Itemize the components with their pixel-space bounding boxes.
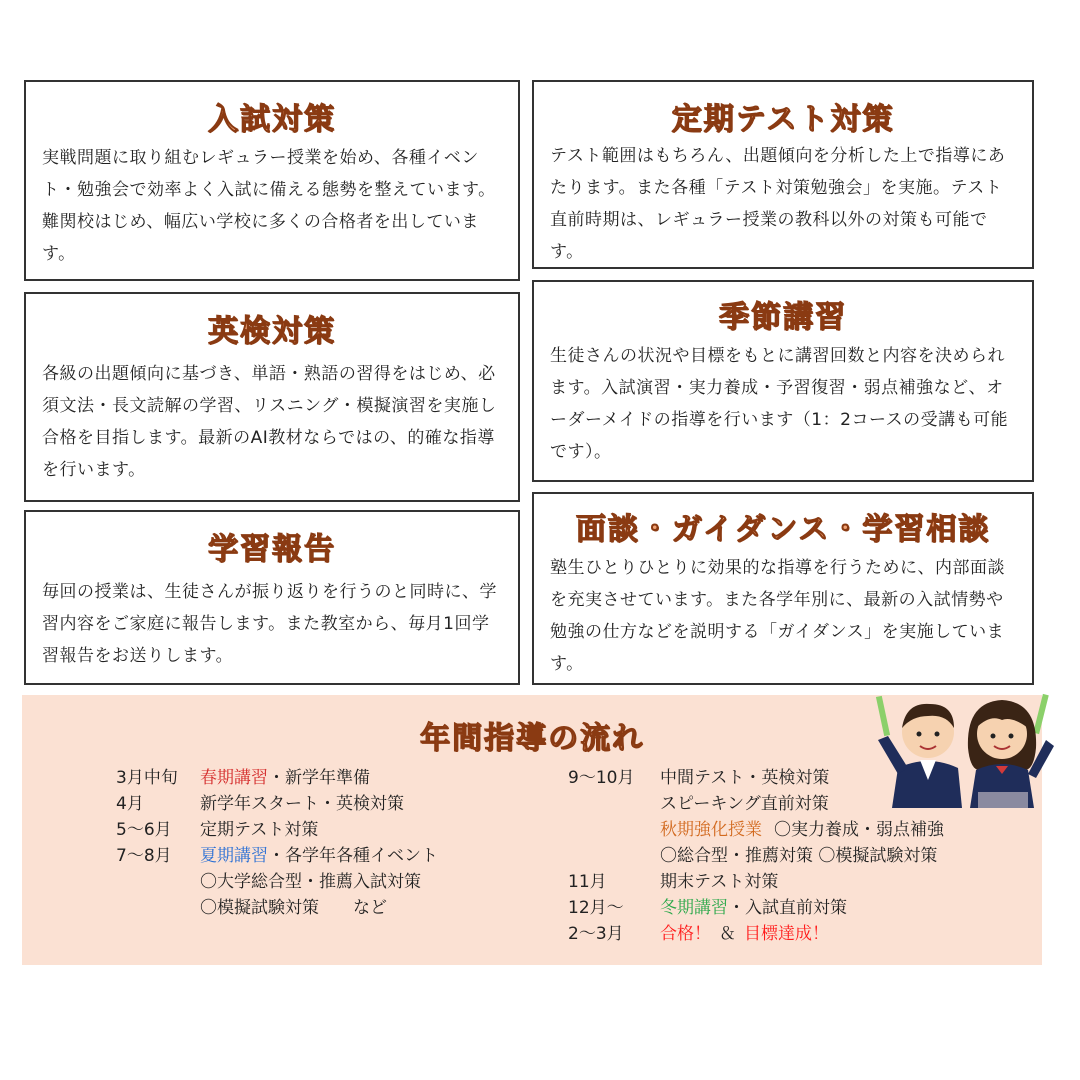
schedule-text: 新学年スタート・英検対策 [200, 794, 404, 814]
girl-icon [968, 694, 1054, 808]
schedule-month: 12月～ [568, 898, 624, 918]
schedule-row [116, 817, 438, 843]
schedule-title: 年間指導の流れ [420, 721, 644, 756]
card-text: 生徒さんの状況や目標をもとに講習回数と内容を決められます。入試演習・実力養成・予習復習・弱点補強など、オーダーメイドの指導を行います（1：2コースの受講も可能です）。 [550, 346, 1009, 462]
ampersand: ＆ [719, 924, 736, 944]
schedule-highlight: 秋期強化授業 [660, 820, 762, 840]
schedule-row [568, 869, 944, 895]
schedule-month: 5～6月 [116, 820, 172, 840]
schedule-text: 〇模擬試験対策 など [200, 898, 387, 918]
card-entrance-exam [24, 80, 520, 281]
schedule-highlight: 春期講習 [200, 768, 268, 788]
schedule-month: 11月 [568, 872, 607, 892]
schedule-month: 7～8月 [116, 846, 172, 866]
card-study-report [24, 510, 520, 685]
card-title: 面談・ガイダンス・学習相談 [575, 512, 991, 547]
schedule-row [568, 817, 944, 843]
card-text: 実戦問題に取り組むレギュラー授業を始め、各種イベント・勉強会で効率よく入試に備える態勢を整えています。難関校はじめ、幅広い学校に多くの合格者を出しています。 [42, 148, 496, 264]
schedule-row [116, 869, 438, 895]
schedule-row [116, 895, 438, 921]
card-text: テスト範囲はもちろん、出題傾向を分析した上で指導にあたります。また各種「テスト対策勉強会」を実施。テスト直前時期は、レギュラー授業の教科以外の対策も可能です。 [550, 146, 1006, 262]
schedule-text: 〇大学総合型・推薦入試対策 [200, 872, 421, 892]
goal-pass: 合格！ [660, 924, 711, 944]
schedule-text: スピーキング直前対策 [660, 794, 829, 814]
schedule-text: 定期テスト対策 [200, 820, 319, 840]
schedule-text: 〇実力養成・弱点補強 [774, 820, 944, 840]
schedule-left-column [116, 765, 438, 921]
schedule-text: 期末テスト対策 [660, 872, 779, 892]
card-text: 各級の出題傾向に基づき、単語・熟語の習得をはじめ、必須文法・長文読解の学習、リスニング・模擬演習を実施し合格を目指します。最新のAI教材ならではの、的確な指導を行います。 [42, 364, 497, 480]
card-title: 学習報告 [208, 532, 336, 567]
schedule-text: ・入試直前対策 [728, 898, 847, 918]
schedule-month: 3月中旬 [116, 768, 178, 788]
schedule-text: ・新学年準備 [268, 768, 370, 788]
schedule-text: ・各学年各種イベント [268, 846, 438, 866]
card-seasonal-course [532, 280, 1034, 482]
schedule-text: 中間テスト・英検対策 [660, 768, 830, 788]
schedule-text: 〇総合型・推薦対策 〇模擬試験対策 [660, 846, 938, 866]
card-eiken [24, 292, 520, 502]
card-text: 毎回の授業は、生徒さんが振り返りを行うのと同時に、学習内容をご家庭に報告します。また教室から、毎月1回学習報告をお送りします。 [42, 582, 497, 666]
card-guidance [532, 492, 1034, 685]
boy-icon [876, 696, 962, 808]
card-title: 英検対策 [208, 314, 336, 349]
schedule-highlight: 冬期講習 [660, 898, 728, 918]
schedule-row [568, 921, 944, 947]
card-title: 定期テスト対策 [671, 102, 895, 137]
students-illustration-icon [862, 688, 1062, 808]
goal-achieve: 目標達成！ [744, 924, 829, 944]
schedule-month: 4月 [116, 794, 144, 814]
card-title: 入試対策 [208, 102, 336, 137]
card-title: 季節講習 [719, 300, 847, 335]
schedule-row [116, 791, 438, 817]
schedule-row [116, 765, 438, 791]
schedule-month: 9～10月 [568, 768, 635, 788]
schedule-row [568, 843, 944, 869]
card-text: 塾生ひとりひとりに効果的な指導を行うために、内部面談を充実させています。また各学年別に、最新の入試情勢や勉強の仕方などを説明する「ガイダンス」を実施しています。 [550, 558, 1005, 674]
card-regular-test [532, 80, 1034, 269]
schedule-highlight: 夏期講習 [200, 846, 268, 866]
schedule-row [568, 895, 944, 921]
schedule-row [116, 843, 438, 869]
schedule-month: 2～3月 [568, 924, 624, 944]
